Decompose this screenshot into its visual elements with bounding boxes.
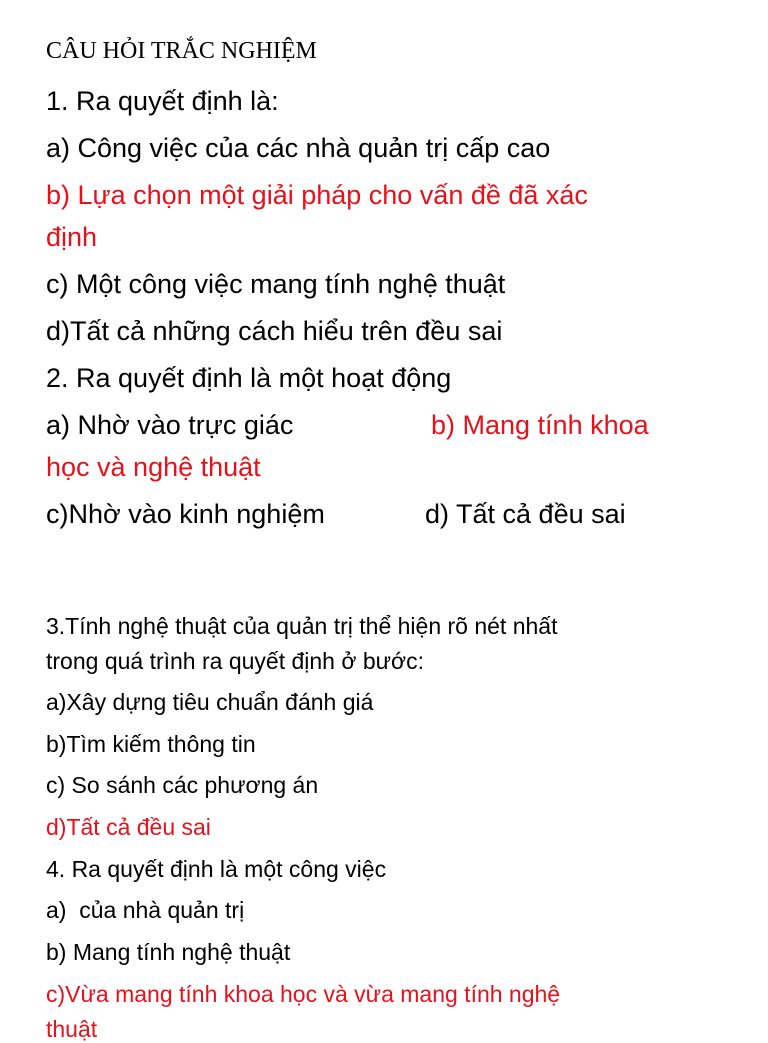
q1-option-c: c) Một công việc mang tính nghệ thuật [46, 269, 506, 299]
q2-option-d: d) Tất cả đều sai [425, 499, 626, 529]
q1-option-b-correct: b) Lựa chọn một giải pháp cho vấn đề đã xác [46, 180, 588, 210]
q2-option-b-continued: học và nghệ thuật [46, 452, 261, 482]
q3-option-b: b)Tìm kiếm thông tin [46, 731, 256, 757]
question-3: 3.Tính nghệ thuật của quản trị thể hiện rõ nét nhất [46, 613, 558, 639]
q1-option-b-continued: định [46, 222, 98, 252]
page-title: CÂU HỎI TRẮC NGHIỆM [46, 38, 317, 64]
q4-option-a: a) của nhà quản trị [46, 897, 245, 923]
q2-option-b-correct: b) Mang tính khoa [431, 410, 649, 440]
q3-option-d-correct: d)Tất cả đều sai [46, 814, 211, 840]
q2-option-a: a) Nhờ vào trực giác [46, 410, 294, 440]
question-2: 2. Ra quyết định là một hoạt động [46, 363, 452, 393]
question-1: 1. Ra quyết định là: [46, 86, 279, 116]
q4-option-c-continued: thuật [46, 1016, 98, 1042]
q1-option-d: d)Tất cả những cách hiểu trên đều sai [46, 316, 503, 346]
q1-option-a: a) Công việc của các nhà quản trị cấp cao [46, 133, 551, 163]
q4-option-b: b) Mang tính nghệ thuật [46, 939, 291, 965]
q3-option-a: a)Xây dựng tiêu chuẩn đánh giá [46, 689, 374, 715]
question-3-continued: trong quá trình ra quyết định ở bước: [46, 648, 424, 674]
question-4: 4. Ra quyết định là một công việc [46, 856, 387, 882]
q2-option-c: c)Nhờ vào kinh nghiệm [46, 499, 325, 529]
q3-option-c: c) So sánh các phương án [46, 772, 319, 798]
q4-option-c-correct: c)Vừa mang tính khoa học và vừa mang tính nghệ [46, 981, 561, 1007]
